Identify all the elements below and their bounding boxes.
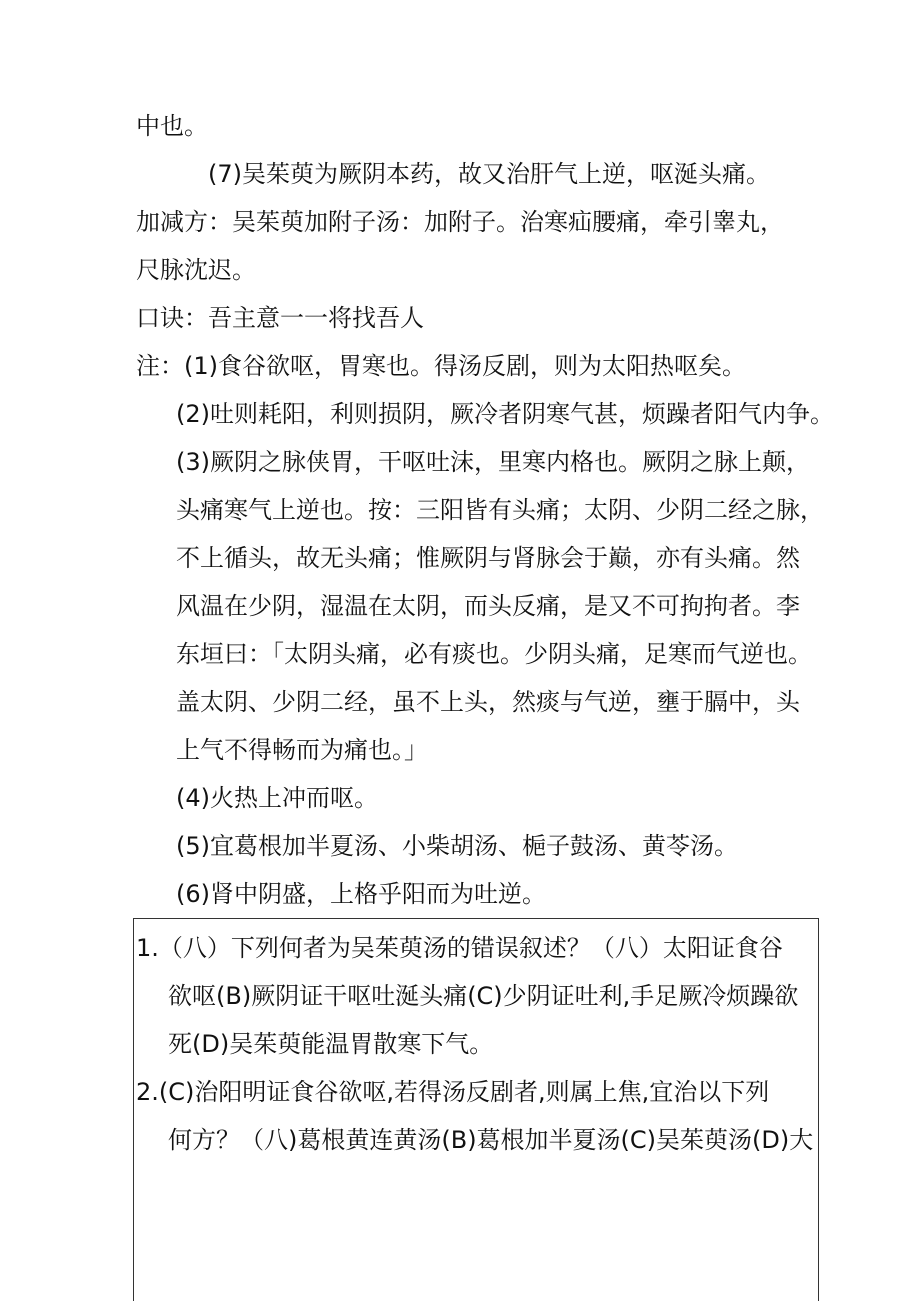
text-line: (3)厥阴之脉侠胃，干呕吐沫，里寒内格也。厥阴之脉上颠， [176, 448, 810, 476]
text-line: (4)火热上冲而呕。 [176, 784, 378, 812]
text-line: (2)吐则耗阳，利则损阴，厥冷者阴寒气甚，烦躁者阳气内争。 [176, 400, 834, 428]
text-line: 不上循头，故无头痛；惟厥阴与肾脉会于巅，亦有头痛。然 [176, 544, 800, 572]
text-line: 东垣曰：「太阴头痛，必有痰也。少阴头痛，足寒而气逆也。 [176, 640, 812, 668]
text-line: 中也。 [136, 112, 208, 140]
quiz-line: 欲呕(B)厥阴证干呕吐涎头痛(C)少阴证吐利,手足厥冷烦躁欲 [168, 982, 799, 1010]
text-line: (6)肾中阴盛，上格乎阳而为吐逆。 [176, 880, 546, 908]
quiz-box [133, 918, 819, 1301]
text-line: 头痛寒气上逆也。按：三阳皆有头痛；太阴、少阴二经之脉， [176, 496, 824, 524]
quiz-line: 1.（八）下列何者为吴茱萸汤的错误叙述？（八）太阳证食谷 [136, 934, 783, 962]
text-line: (7)吴茱萸为厥阴本药，故又治肝气上逆，呕涎头痛。 [208, 160, 770, 188]
text-line: 注：(1)食谷欲呕，胃寒也。得汤反剧，则为太阳热呕矣。 [136, 352, 746, 380]
text-line: 加减方：吴茱萸加附子汤：加附子。治寒疝腰痛，牵引睾丸， [136, 208, 784, 236]
text-line: 口诀：吾主意一一将找吾人 [136, 304, 424, 332]
quiz-line: 何方？（八)葛根黄连黄汤(B)葛根加半夏汤(C)吴茱萸汤(D)大 [168, 1126, 814, 1154]
text-line: 风温在少阴，湿温在太阴，而头反痛，是又不可拘拘者。李 [176, 592, 800, 620]
text-line: (5)宜葛根加半夏汤、小柴胡汤、梔子鼓汤、黄苓汤。 [176, 832, 738, 860]
quiz-line: 2.(C)治阳明证食谷欲呕,若得汤反剧者,则属上焦,宜治以下列 [136, 1078, 770, 1106]
text-line: 尺脉沈迟。 [136, 256, 256, 284]
text-line: 盖太阴、少阴二经，虽不上头，然痰与气逆，壅于膈中，头 [176, 688, 800, 716]
quiz-line: 死(D)吴茱萸能温胃散寒下气。 [168, 1030, 494, 1058]
text-line: 上气不得畅而为痛也。」 [176, 736, 428, 764]
